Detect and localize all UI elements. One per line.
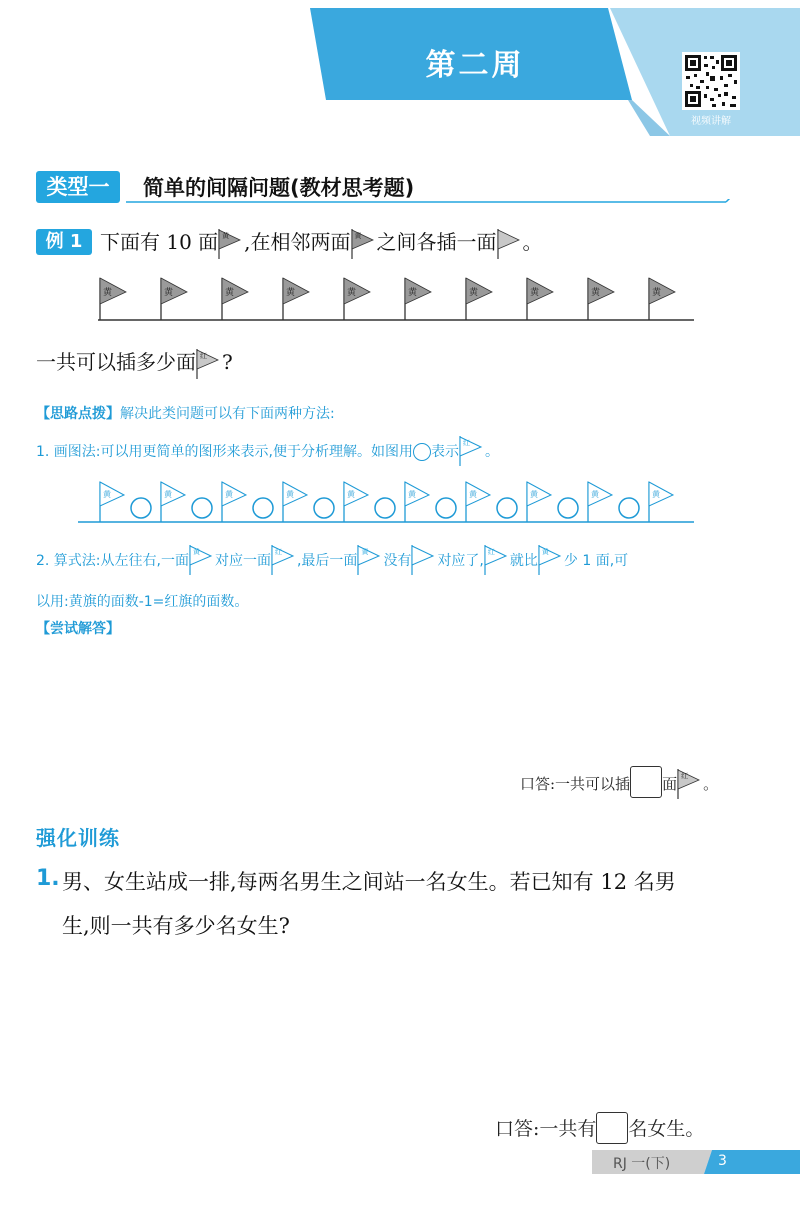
yellow-flag-icon xyxy=(405,482,429,522)
hint-intro: 解决此类问题可以有下面两种方法: xyxy=(120,406,335,422)
svg-text:黄: 黄 xyxy=(591,288,601,298)
yellow-flag-icon xyxy=(466,482,490,522)
svg-text:黄: 黄 xyxy=(225,288,235,298)
example-text-6: ? xyxy=(222,350,233,374)
svg-text:黄: 黄 xyxy=(286,288,296,298)
answer-box[interactable] xyxy=(596,1112,628,1144)
yellow-flag-icon: 黄 xyxy=(538,545,564,575)
circle-icon xyxy=(192,498,212,518)
circle-icon xyxy=(558,498,578,518)
circle-icon xyxy=(413,443,431,461)
circle-icon xyxy=(619,498,639,518)
red-flag-icon: 红 xyxy=(196,349,222,379)
hint-m1-text-3: 。 xyxy=(484,444,499,460)
yellow-flag-icon xyxy=(344,278,370,320)
problem-1-answer xyxy=(495,1112,704,1144)
example-text-4: 。 xyxy=(522,230,543,254)
svg-text:黄: 黄 xyxy=(530,490,538,499)
problem-1-answer-text-2: 名女生。 xyxy=(628,1118,705,1140)
problem-1-line2: 生,则一共有多少名女生? xyxy=(62,914,290,938)
yellow-flag-icon xyxy=(283,482,307,522)
red-flag-icon: 红 xyxy=(484,545,510,575)
example-text-1: 下面有 10 面 xyxy=(100,230,219,254)
svg-text:黄: 黄 xyxy=(164,490,172,499)
yellow-flag-icon xyxy=(649,278,675,320)
hint-m2-text-4: 没有 xyxy=(383,553,412,569)
answer-box[interactable] xyxy=(630,766,662,798)
red-flag-icon xyxy=(497,229,523,259)
svg-text:黄: 黄 xyxy=(103,490,111,499)
yellow-flag-icon xyxy=(466,278,492,320)
yellow-flag-icon xyxy=(405,278,431,320)
attempt-answer-text-2: 面 xyxy=(662,775,678,793)
yellow-flag-icon xyxy=(527,482,551,522)
red-flag-icon: 红 xyxy=(677,769,703,799)
yellow-flag-icon xyxy=(222,482,246,522)
type-underline xyxy=(126,199,740,213)
hint-m2-text-3: ,最后一面 xyxy=(296,553,358,569)
example-text-5: 一共可以插多少面 xyxy=(36,350,196,374)
type-badge: 类型一 xyxy=(36,171,120,203)
svg-text:黄: 黄 xyxy=(408,288,418,298)
qr-code-icon[interactable] xyxy=(682,52,740,110)
footer-edition: RJ 一(下) xyxy=(613,1156,671,1172)
yellow-flag-icon xyxy=(344,482,368,522)
circle-icon xyxy=(497,498,517,518)
yellow-flag-icon xyxy=(283,278,309,320)
attempt-label: 【尝试解答】 xyxy=(36,621,120,637)
hint-method-2-line2: 以用:黄旗的面数-1=红旗的面数。 xyxy=(36,594,249,610)
example-badge: 例 1 xyxy=(36,229,92,255)
svg-text:黄: 黄 xyxy=(347,490,355,499)
svg-text:黄: 黄 xyxy=(469,288,479,298)
yellow-flag-icon xyxy=(527,278,553,320)
yellow-flag-icon xyxy=(649,482,673,522)
svg-text:黄: 黄 xyxy=(225,490,233,499)
example-text-2: ,在相邻两面 xyxy=(244,230,351,254)
circle-flag-diagram xyxy=(78,478,698,526)
hint-m2-text-7: 少 1 面,可 xyxy=(563,553,629,569)
yellow-flag-icon: 黄 xyxy=(357,545,383,575)
problem-1-line1: 男、女生站成一排,每两名男生之间站一名女生。若已知有 12 名男 xyxy=(62,870,676,894)
example-text-3: 之间各插一面 xyxy=(376,230,497,254)
circle-icon xyxy=(131,498,151,518)
hint-m2-text-1: 2. 算式法:从左往右,一面 xyxy=(36,553,189,569)
svg-text:黄: 黄 xyxy=(652,288,662,298)
circle-icon xyxy=(253,498,273,518)
yellow-flag-icon xyxy=(222,278,248,320)
yellow-flag-icon xyxy=(588,278,614,320)
svg-text:黄: 黄 xyxy=(164,288,174,298)
yellow-flag-icon xyxy=(588,482,612,522)
yellow-flag-icon xyxy=(161,278,187,320)
hint-m1-text-2: 表示 xyxy=(430,444,459,460)
svg-text:黄: 黄 xyxy=(591,490,599,499)
svg-text:黄: 黄 xyxy=(652,490,660,499)
yellow-flag-row xyxy=(98,272,698,324)
page-number: 3 xyxy=(718,1153,727,1169)
svg-text:黄: 黄 xyxy=(103,288,113,298)
circle-icon xyxy=(314,498,334,518)
yellow-flag-icon: 黄 xyxy=(351,229,377,259)
yellow-flag-icon xyxy=(100,482,124,522)
qr-caption: 视频讲解 xyxy=(691,116,731,127)
type-title: 简单的间隔问题(教材思考题) xyxy=(143,176,415,200)
svg-text:黄: 黄 xyxy=(286,490,294,499)
attempt-answer xyxy=(520,766,718,799)
hint-label: 【思路点拨】 xyxy=(36,406,120,422)
circle-icon xyxy=(436,498,456,518)
week-title: 第二周 xyxy=(425,48,525,83)
hint-m2-text-6: 就比 xyxy=(509,553,538,569)
example-question-line2 xyxy=(36,346,233,379)
hint-m2-text-5: 对应了, xyxy=(437,553,484,569)
red-flag-icon: 红 xyxy=(459,436,485,466)
yellow-flag-icon xyxy=(100,278,126,320)
attempt-answer-text-3: 。 xyxy=(703,775,719,793)
problem-1-answer-text-1: 口答:一共有 xyxy=(495,1118,597,1140)
attempt-answer-text-1: 口答:一共可以插 xyxy=(520,775,631,793)
example-question-line1 xyxy=(100,226,543,259)
svg-text:黄: 黄 xyxy=(469,490,477,499)
svg-text:黄: 黄 xyxy=(408,490,416,499)
hint-m2-text-2: 对应一面 xyxy=(214,553,271,569)
svg-text:黄: 黄 xyxy=(530,288,540,298)
hint-line xyxy=(36,403,335,423)
red-flag-icon: 红 xyxy=(271,545,297,575)
hint-m1-text-1: 1. 画图法:可以用更简单的图形来表示,便于分析理解。如图用 xyxy=(36,444,413,460)
problem-1-number: 1. xyxy=(36,866,60,891)
hint-method-1 xyxy=(36,436,499,466)
svg-text:黄: 黄 xyxy=(347,288,357,298)
hint-method-2 xyxy=(36,545,628,575)
circle-icon xyxy=(375,498,395,518)
red-flag-icon xyxy=(411,545,437,575)
yellow-flag-icon: 黄 xyxy=(189,545,215,575)
yellow-flag-icon: 黄 xyxy=(218,229,244,259)
yellow-flag-icon xyxy=(161,482,185,522)
training-title: 强化训练 xyxy=(36,826,120,850)
